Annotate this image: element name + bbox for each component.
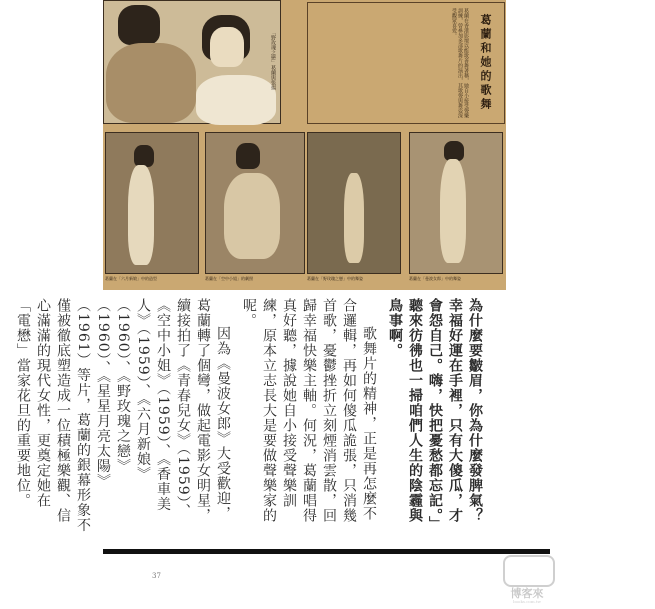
article-title: 葛蘭和她的歌舞: [479, 14, 492, 112]
photo-3-caption: 葛蘭在「野玫瑰之戀」中的舞姿: [307, 276, 363, 281]
top-photo-caption: 「野玫瑰之戀」葛蘭與張揚: [270, 30, 276, 90]
photo-2-hair: [236, 143, 260, 169]
paragraph-3: 因為《曼波女郎》大受歡迎，葛蘭轉了個彎，做起電影女明星，續接拍了《青春兒女》（1959）、《空中小姐》（1959）、《香車美人》（1959）、《六月新娘》（1960）、《野玫瑰之戀》（1960）、《星星月亮太陽》（1961）等片，葛蘭的銀幕形象不僅被徹底塑造成一位積極樂觀、信心滿滿的現代女性，更奠定她在「電懋」當家花旦的重要地位。: [15, 298, 231, 533]
photo-1-caption: 葛蘭在「六月新娘」中的造型: [105, 276, 157, 281]
paragraph-2: 歌舞片的精神，正是再怎麼不合邏輯，再如何傻瓜詭張，只消幾首歌，憂鬱挫折立刻煙消雲散，回歸幸福快樂主軸。何況，葛蘭唱得真好聽，據說她自小接受聲樂訓練，原本立志長大是要做聲樂家的呢。: [241, 298, 377, 523]
watermark-text: 博客來: [510, 587, 544, 600]
photo-3-figure: [344, 173, 364, 263]
photo-1: [105, 132, 199, 274]
photo-4-hair: [444, 141, 464, 161]
watermark: [503, 555, 551, 605]
watermark-logo-icon: [503, 555, 555, 587]
photo-1-hair: [134, 145, 154, 167]
photo-2-caption: 葛蘭在「空中小姐」的劇照: [205, 276, 253, 281]
photo-4: [409, 132, 503, 274]
man-figure: [118, 5, 160, 45]
photo-3: [307, 132, 401, 274]
article-column-text: 葛蘭在香港影壇以能歌善舞著稱，她自小接受聲樂訓練，曾參加多部歌舞片的演出，其歌聲與舞姿深受觀眾喜愛。: [451, 8, 469, 118]
magazine-scan: [103, 0, 506, 290]
photo-2: [205, 132, 305, 274]
photo-4-caption: 葛蘭在「曼波女郎」中的舞姿: [409, 276, 461, 281]
watermark-subtext: books.com.tw: [513, 599, 541, 604]
body-text: [15, 298, 485, 534]
photo-2-figure: [224, 173, 280, 259]
paragraph-1: 為什麼要皺眉，你為什麼發脾氣？幸福好運在手裡，只有大傻瓜，才會怨自己。嗨，快把憂愁都忘記。」聽來彷彿也一掃咱們人生的陰霾與鳥事啊。: [387, 298, 483, 531]
woman-face: [210, 27, 244, 67]
man-body: [106, 43, 196, 123]
photo-1-figure: [128, 165, 154, 265]
top-photo: [103, 0, 281, 124]
footer-rule: [103, 549, 550, 554]
photo-4-figure: [440, 159, 466, 263]
page-number: 37: [152, 572, 161, 580]
